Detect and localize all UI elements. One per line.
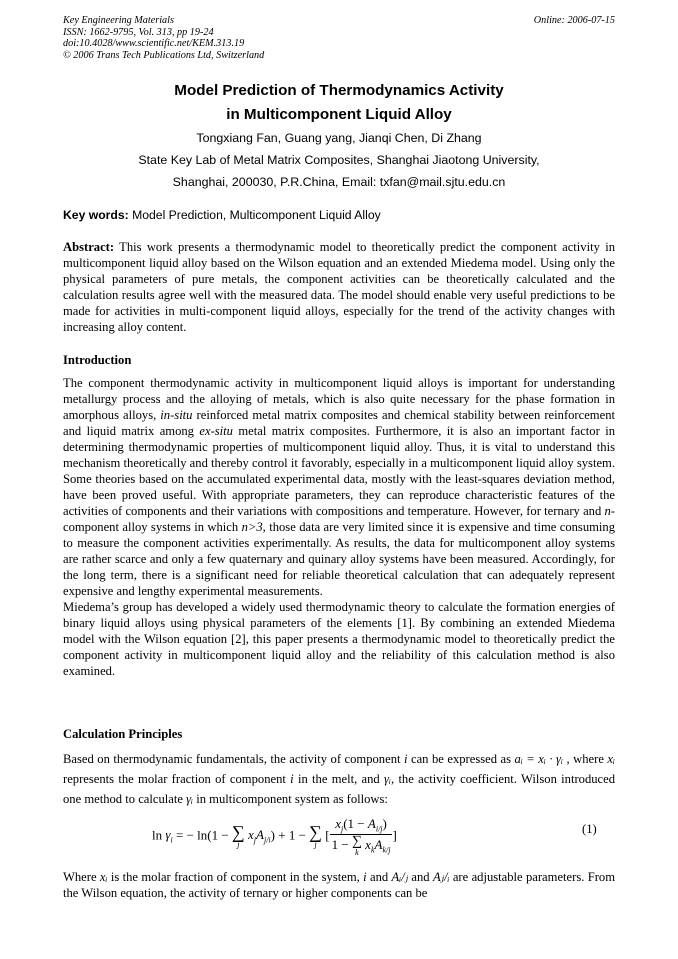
text: -component alloy systems in which [63, 504, 615, 534]
keywords [63, 208, 615, 222]
online-date: Online: 2006-07-15 [533, 15, 615, 26]
abstract-text: This work presents a thermodynamic model to theoretically predict the component activity in multicomponent liquid alloy based on the Wilson equation and an extended Miedema model. Using only the physical parameters of pure metals, the component activities can be theoretically calculated and the calculation results agree well with the measured data. The model should enable very useful predictions to be made for activities in multi-component liquid alloys, especially for the trend of the activity changes with increasing alloy content. [63, 240, 615, 334]
intro-paragraph-1 [63, 375, 615, 599]
keywords-label: Key words: [63, 208, 129, 222]
issn-line: ISSN: 1662-9795, Vol. 313, pp 19-24 [63, 26, 214, 38]
math-var: Aᵢ/ⱼ [391, 870, 409, 884]
doi-line: doi:10.4028/www.scientific.net/KEM.313.19 [63, 38, 245, 50]
text: represents the molar fraction of component [63, 772, 291, 786]
text: Where [63, 870, 100, 884]
math-var: Aⱼ/ᵢ [432, 870, 450, 884]
text: and [366, 870, 392, 884]
abstract [63, 239, 615, 335]
text: in multicomponent system as follows: [193, 792, 388, 806]
text: and [408, 870, 433, 884]
authors: Tongxiang Fan, Guang yang, Jianqi Chen, Di Zhang [196, 131, 482, 145]
calculation-body [63, 749, 615, 809]
math-var: i [404, 752, 408, 766]
journal-name: Key Engineering Materials [63, 15, 174, 26]
italic-term: n>3 [241, 520, 263, 534]
wilson-equation: $\ln \gamma_i$ = − ln(1 − ∑ j $x_jA_{j/i}) + 1$ − ∑ j [ $x_j(1 - A_{i/j})$ 1 − ∑ k $x_kA_{k/j}$ ] [152, 816, 397, 857]
text: where [569, 752, 608, 766]
copyright-line: © 2006 Trans Tech Publications Ltd, Switzerland [63, 49, 265, 61]
math-var: xᵢ [607, 752, 615, 766]
introduction-heading: Introduction [63, 353, 132, 367]
paper-title-line-1: Model Prediction of Thermodynamics Activity [174, 82, 504, 99]
text: , those data are very limited since it is expensive and time consuming to measure the component activities experimentally. As results, the data for multicomponent alloy systems are rather scarce and only a few quaternary and quinary alloy systems have been measured. Accordingly, for the long term, there is a significant need for reliable theoretical calculation that can adequately represent expensive and lengthy experimental measurements. [63, 520, 616, 598]
italic-term: n [604, 504, 611, 518]
affiliation-line-1: State Key Lab of Metal Matrix Composites, Shanghai Jiaotong University, [138, 153, 540, 167]
running-header-left [63, 15, 264, 61]
text: metal matrix composites. Furthermore, it is also an important factor in determining thermodynamic properties of multicomponent liquid alloy. Thus, it is vital to understand this mechanism theoretically and thereby control it favorably, especially in a multicomponent liquid alloy system. Some theories based on the accumulated experimental data, mostly with the least-squares deviation method, have been proved useful. With appropriate parameters, they can reproduce characteristic features of the activities of components and their variations with compositions and temperature. However, for ternary and [63, 424, 615, 518]
math-var: i [363, 870, 367, 884]
math-var: γᵢ [186, 792, 194, 806]
calculation-heading: Calculation Principles [63, 727, 183, 741]
math-var: xᵢ [99, 870, 108, 884]
activity-expression: aᵢ = xᵢ · γᵢ , [514, 752, 570, 766]
math-var: i [290, 772, 294, 786]
text: Based on thermodynamic fundamentals, the activity of component [63, 752, 404, 766]
italic-term: in-situ [160, 408, 193, 422]
italic-term: ex-situ [199, 424, 233, 438]
math-var: γᵢ [384, 772, 391, 786]
equation-number: (1) [582, 822, 597, 836]
intro-paragraph-2: Miedema’s group has developed a widely used thermodynamic theory to calculate the formation energies of binary liquid alloys using physical parameters of the elements [1]. By combining an extended Miedema model with the Wilson equation [2], this paper presents a thermodynamic model to theoretically predict the component activity in multicomponent liquid alloy and the reliability of this calculation method is also examined. [63, 600, 615, 678]
text: reinforced metal matrix composites and chemical stability between reinforcement and liquid matrix among [63, 408, 615, 438]
text: in the melt, and [293, 772, 385, 786]
text: are adjustable parameters. From the Wilson equation, the activity of ternary or higher components can be [63, 870, 616, 900]
where-paragraph [63, 869, 615, 901]
keywords-text: Model Prediction, Multicomponent Liquid Alloy [128, 208, 381, 222]
text: is the molar fraction of component in the system, [107, 870, 364, 884]
text: can be expressed as [407, 752, 515, 766]
text: , the activity coefficient. Wilson introduced one method to calculate [63, 772, 616, 806]
text: The component thermodynamic activity in multicomponent liquid alloys is important for understanding metallurgy process and the alloying of metals, which is also quite necessary for the phase formation in amorphous alloys, [63, 376, 615, 422]
introduction-body [63, 375, 615, 679]
affiliation-line-2: Shanghai, 200030, P.R.China, Email: txfan@mail.sjtu.edu.cn [172, 175, 506, 189]
paper-title-line-2: in Multicomponent Liquid Alloy [226, 106, 452, 123]
abstract-label: Abstract: [63, 240, 115, 254]
